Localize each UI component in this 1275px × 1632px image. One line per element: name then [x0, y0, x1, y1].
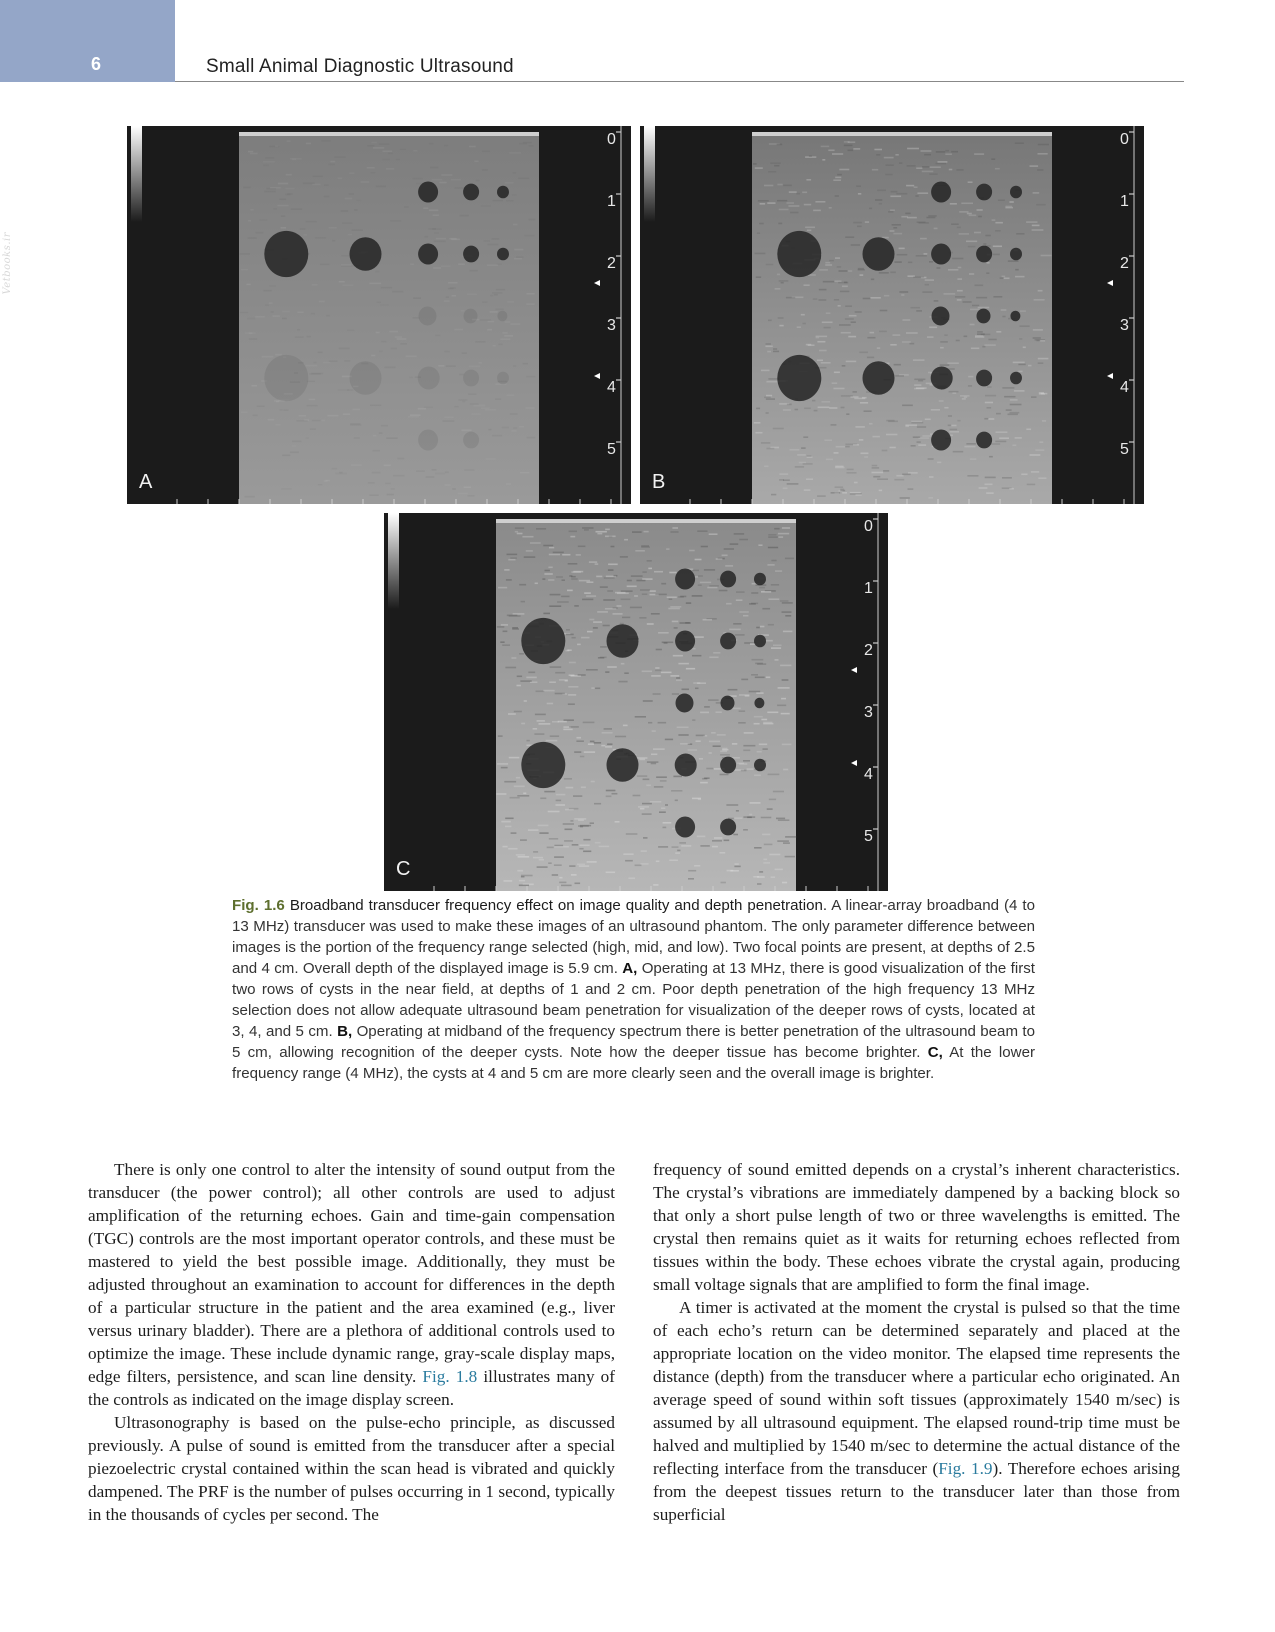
focal-marker — [851, 667, 857, 673]
caption-part-b: Operating at midband of the frequency spectrum there is better penetration of the ultrasound beam to 5 cm, allowing recognition of the deeper cysts. Note how the deeper tissue has become brighter. — [232, 1023, 1036, 1061]
cyst-4cm — [931, 366, 953, 389]
cyst-3cm — [497, 311, 507, 322]
cyst-2cm — [754, 635, 766, 648]
body-column-left — [88, 1158, 615, 1526]
side-watermark: Vetbooks.ir — [2, 232, 13, 295]
running-title: Small Animal Diagnostic Ultrasound — [206, 56, 514, 77]
depth-label: 0 — [607, 131, 616, 148]
body-paragraph — [88, 1158, 615, 1411]
cyst-5cm — [976, 432, 992, 449]
caption-marker-c: C, — [927, 1044, 943, 1061]
header-rule — [175, 81, 1184, 82]
depth-label: 5 — [607, 441, 616, 458]
ultrasound-image-b — [640, 126, 1144, 504]
depth-label: 3 — [1120, 317, 1129, 334]
cyst-5cm — [720, 819, 736, 836]
cyst-3cm — [977, 309, 991, 324]
caption-part-a: Operating at 13 MHz, there is good visualization of the first two rows of cysts in the near field, at depths of 1 and 2 cm. Poor depth penetration of the high frequency 13 MHz selection does not allow adequate ultrasound beam penetration for visualization of the deeper rows of cysts, located at 3, 4, and 5 cm. — [232, 960, 1035, 1040]
skin-line — [496, 519, 796, 523]
tissue-sector — [752, 132, 1052, 504]
cyst-5cm — [418, 430, 438, 451]
body-paragraph — [653, 1296, 1180, 1526]
depth-label: 2 — [864, 642, 873, 659]
cyst-4cm — [863, 361, 895, 395]
cyst-5cm — [931, 430, 951, 451]
panel-letter-c: C — [396, 858, 411, 880]
depth-label: 1 — [607, 193, 616, 210]
focal-marker — [851, 760, 857, 766]
cyst-4cm — [720, 757, 736, 774]
cyst-3cm — [464, 309, 478, 324]
cyst-3cm — [721, 696, 735, 711]
cyst-2cm — [264, 231, 308, 277]
cyst-1cm — [931, 182, 951, 203]
cyst-4cm — [418, 366, 440, 389]
cyst-4cm — [976, 370, 992, 387]
panel-letter-b: B — [652, 471, 666, 493]
depth-label: 5 — [864, 828, 873, 845]
paragraph-text: illustrates many of the controls as indicated on the image display screen. — [88, 1367, 615, 1409]
ultrasound-panel-a — [127, 126, 631, 504]
grayscale-bar — [131, 126, 142, 222]
cyst-3cm — [676, 694, 694, 713]
ultrasound-panel-b — [640, 126, 1144, 504]
cyst-3cm — [1010, 311, 1020, 322]
cyst-2cm — [521, 618, 565, 664]
depth-scale — [1120, 126, 1134, 504]
depth-label: 2 — [1120, 255, 1129, 272]
depth-label: 1 — [864, 580, 873, 597]
cyst-4cm — [497, 372, 509, 385]
cyst-4cm — [754, 759, 766, 772]
body-paragraph: Ultrasonography is based on the pulse-echo principle, as discussed previously. A pulse of sound is emitted from the transducer after a special piezoelectric crystal contained within the scan head is vibrated and quickly dampened. The PRF is the number of pulses occurring in 1 second, typically in the thousands of cycles per second. The — [88, 1413, 615, 1524]
figure-reference-link[interactable]: Fig. 1.9 — [938, 1459, 993, 1478]
caption-marker-b: B, — [337, 1023, 353, 1040]
body-paragraph: frequency of sound emitted depends on a crystal’s inherent characteristics. The crystal’s vibrations are immediately dampened by a backing block so that only a short pulse length of two or three wavelengths is emitted. The crystal then remains quiet as it waits for returning echoes reflected from tissues within the body. These echoes vibrate the crystal again, producing small voltage signals that are amplified to form the final image. — [653, 1160, 1180, 1294]
cyst-5cm — [675, 817, 695, 838]
cyst-2cm — [1010, 248, 1022, 261]
depth-label: 0 — [1120, 131, 1129, 148]
cyst-2cm — [675, 631, 695, 652]
cyst-1cm — [675, 569, 695, 590]
cyst-4cm — [1010, 372, 1022, 385]
body-column-right — [653, 1158, 1180, 1526]
cyst-2cm — [931, 244, 951, 265]
figure-caption — [232, 895, 1035, 1084]
cyst-4cm — [463, 370, 479, 387]
depth-scale — [607, 126, 621, 504]
depth-scale — [864, 513, 878, 891]
cyst-2cm — [720, 633, 736, 650]
focal-marker — [594, 280, 600, 286]
cyst-1cm — [418, 182, 438, 203]
cyst-1cm — [1010, 186, 1022, 199]
caption-intro: A linear-array broadband (4 to 13 MHz) transducer was used to make these images of an ultrasound phantom. The only parameter difference between images is the portion of the frequency range selected (high, mid, and low). Two focal points are present, at depths of 2.5 and 4 cm. Overall depth of the displayed image is 5.9 cm. — [232, 897, 1035, 977]
cyst-2cm — [497, 248, 509, 261]
grayscale-bar — [644, 126, 655, 222]
cyst-2cm — [777, 231, 821, 277]
depth-label: 2 — [607, 255, 616, 272]
caption-marker-a: A, — [622, 960, 638, 977]
ultrasound-image-c — [384, 513, 888, 891]
focal-marker — [1107, 373, 1113, 379]
cyst-2cm — [607, 624, 639, 658]
cyst-4cm — [350, 361, 382, 395]
depth-label: 4 — [607, 379, 616, 396]
depth-label: 3 — [864, 704, 873, 721]
focal-marker — [594, 373, 600, 379]
paragraph-text: A timer is activated at the moment the crystal is pulsed so that the time of each echo’s return can be determined separately and placed at the appropriate location on the video monitor. The elapsed time represents the distance (depth) from the transducer where a particular echo originated. An average speed of sound within soft tissues (approximately 1540 m/sec) is assumed by all ultrasound equipment. The elapsed round-trip time must be halved and multiplied by 1540 m/sec to determine the actual distance of the reflecting interface from the transducer ( — [653, 1298, 1180, 1478]
cyst-2cm — [350, 237, 382, 271]
page-number: 6 — [90, 54, 101, 74]
depth-label: 4 — [1120, 379, 1129, 396]
cyst-3cm — [932, 307, 950, 326]
depth-label: 5 — [1120, 441, 1129, 458]
figure-reference-link[interactable]: Fig. 1.8 — [422, 1367, 478, 1386]
cyst-3cm — [419, 307, 437, 326]
cyst-4cm — [521, 742, 565, 788]
cyst-4cm — [777, 355, 821, 401]
cyst-4cm — [607, 748, 639, 782]
cyst-4cm — [675, 753, 697, 776]
cyst-2cm — [463, 246, 479, 263]
caption-part-c: At the lower frequency range (4 MHz), the cysts at 4 and 5 cm are more clearly seen and the overall image is brighter. — [232, 1044, 1036, 1082]
skin-line — [239, 132, 539, 136]
paragraph-text: ). Therefore echoes arising from the deepest tissues return to the transducer later than those from superficial — [653, 1459, 1180, 1524]
ultrasound-image-a — [127, 126, 631, 504]
cyst-3cm — [754, 698, 764, 709]
cyst-1cm — [497, 186, 509, 199]
panel-letter-a: A — [139, 471, 153, 493]
cyst-1cm — [463, 184, 479, 201]
cyst-1cm — [754, 573, 766, 586]
tissue-sector — [496, 519, 796, 891]
cyst-4cm — [264, 355, 308, 401]
cyst-1cm — [976, 184, 992, 201]
ultrasound-panel-c — [384, 513, 888, 891]
cyst-5cm — [463, 432, 479, 449]
grayscale-bar — [388, 513, 399, 609]
depth-label: 0 — [864, 518, 873, 535]
skin-line — [752, 132, 1052, 136]
depth-label: 1 — [1120, 193, 1129, 210]
focal-marker — [1107, 280, 1113, 286]
cyst-1cm — [720, 571, 736, 588]
cyst-2cm — [418, 244, 438, 265]
depth-label: 4 — [864, 766, 873, 783]
cyst-2cm — [863, 237, 895, 271]
figure-title: Broadband transducer frequency effect on image quality and depth penetration. — [289, 897, 828, 914]
figure-label: Fig. 1.6 — [232, 897, 285, 914]
paragraph-text: There is only one control to alter the intensity of sound output from the transducer (the power control); all other controls are used to adjust amplification of the returning echoes. Gain and time-gain compensation (TGC) controls are the most important operator controls, and these must be mastered to yield the best possible image. Additionally, they must be adjusted throughout an examination to account for differences in the depth of a particular structure in the patient and the area examined (e.g., liver versus urinary bladder). There are a plethora of additional controls used to optimize the image. These include dynamic range, gray-scale display maps, edge filters, persistence, and scan line density. — [88, 1160, 615, 1386]
cyst-2cm — [976, 246, 992, 263]
depth-label: 3 — [607, 317, 616, 334]
